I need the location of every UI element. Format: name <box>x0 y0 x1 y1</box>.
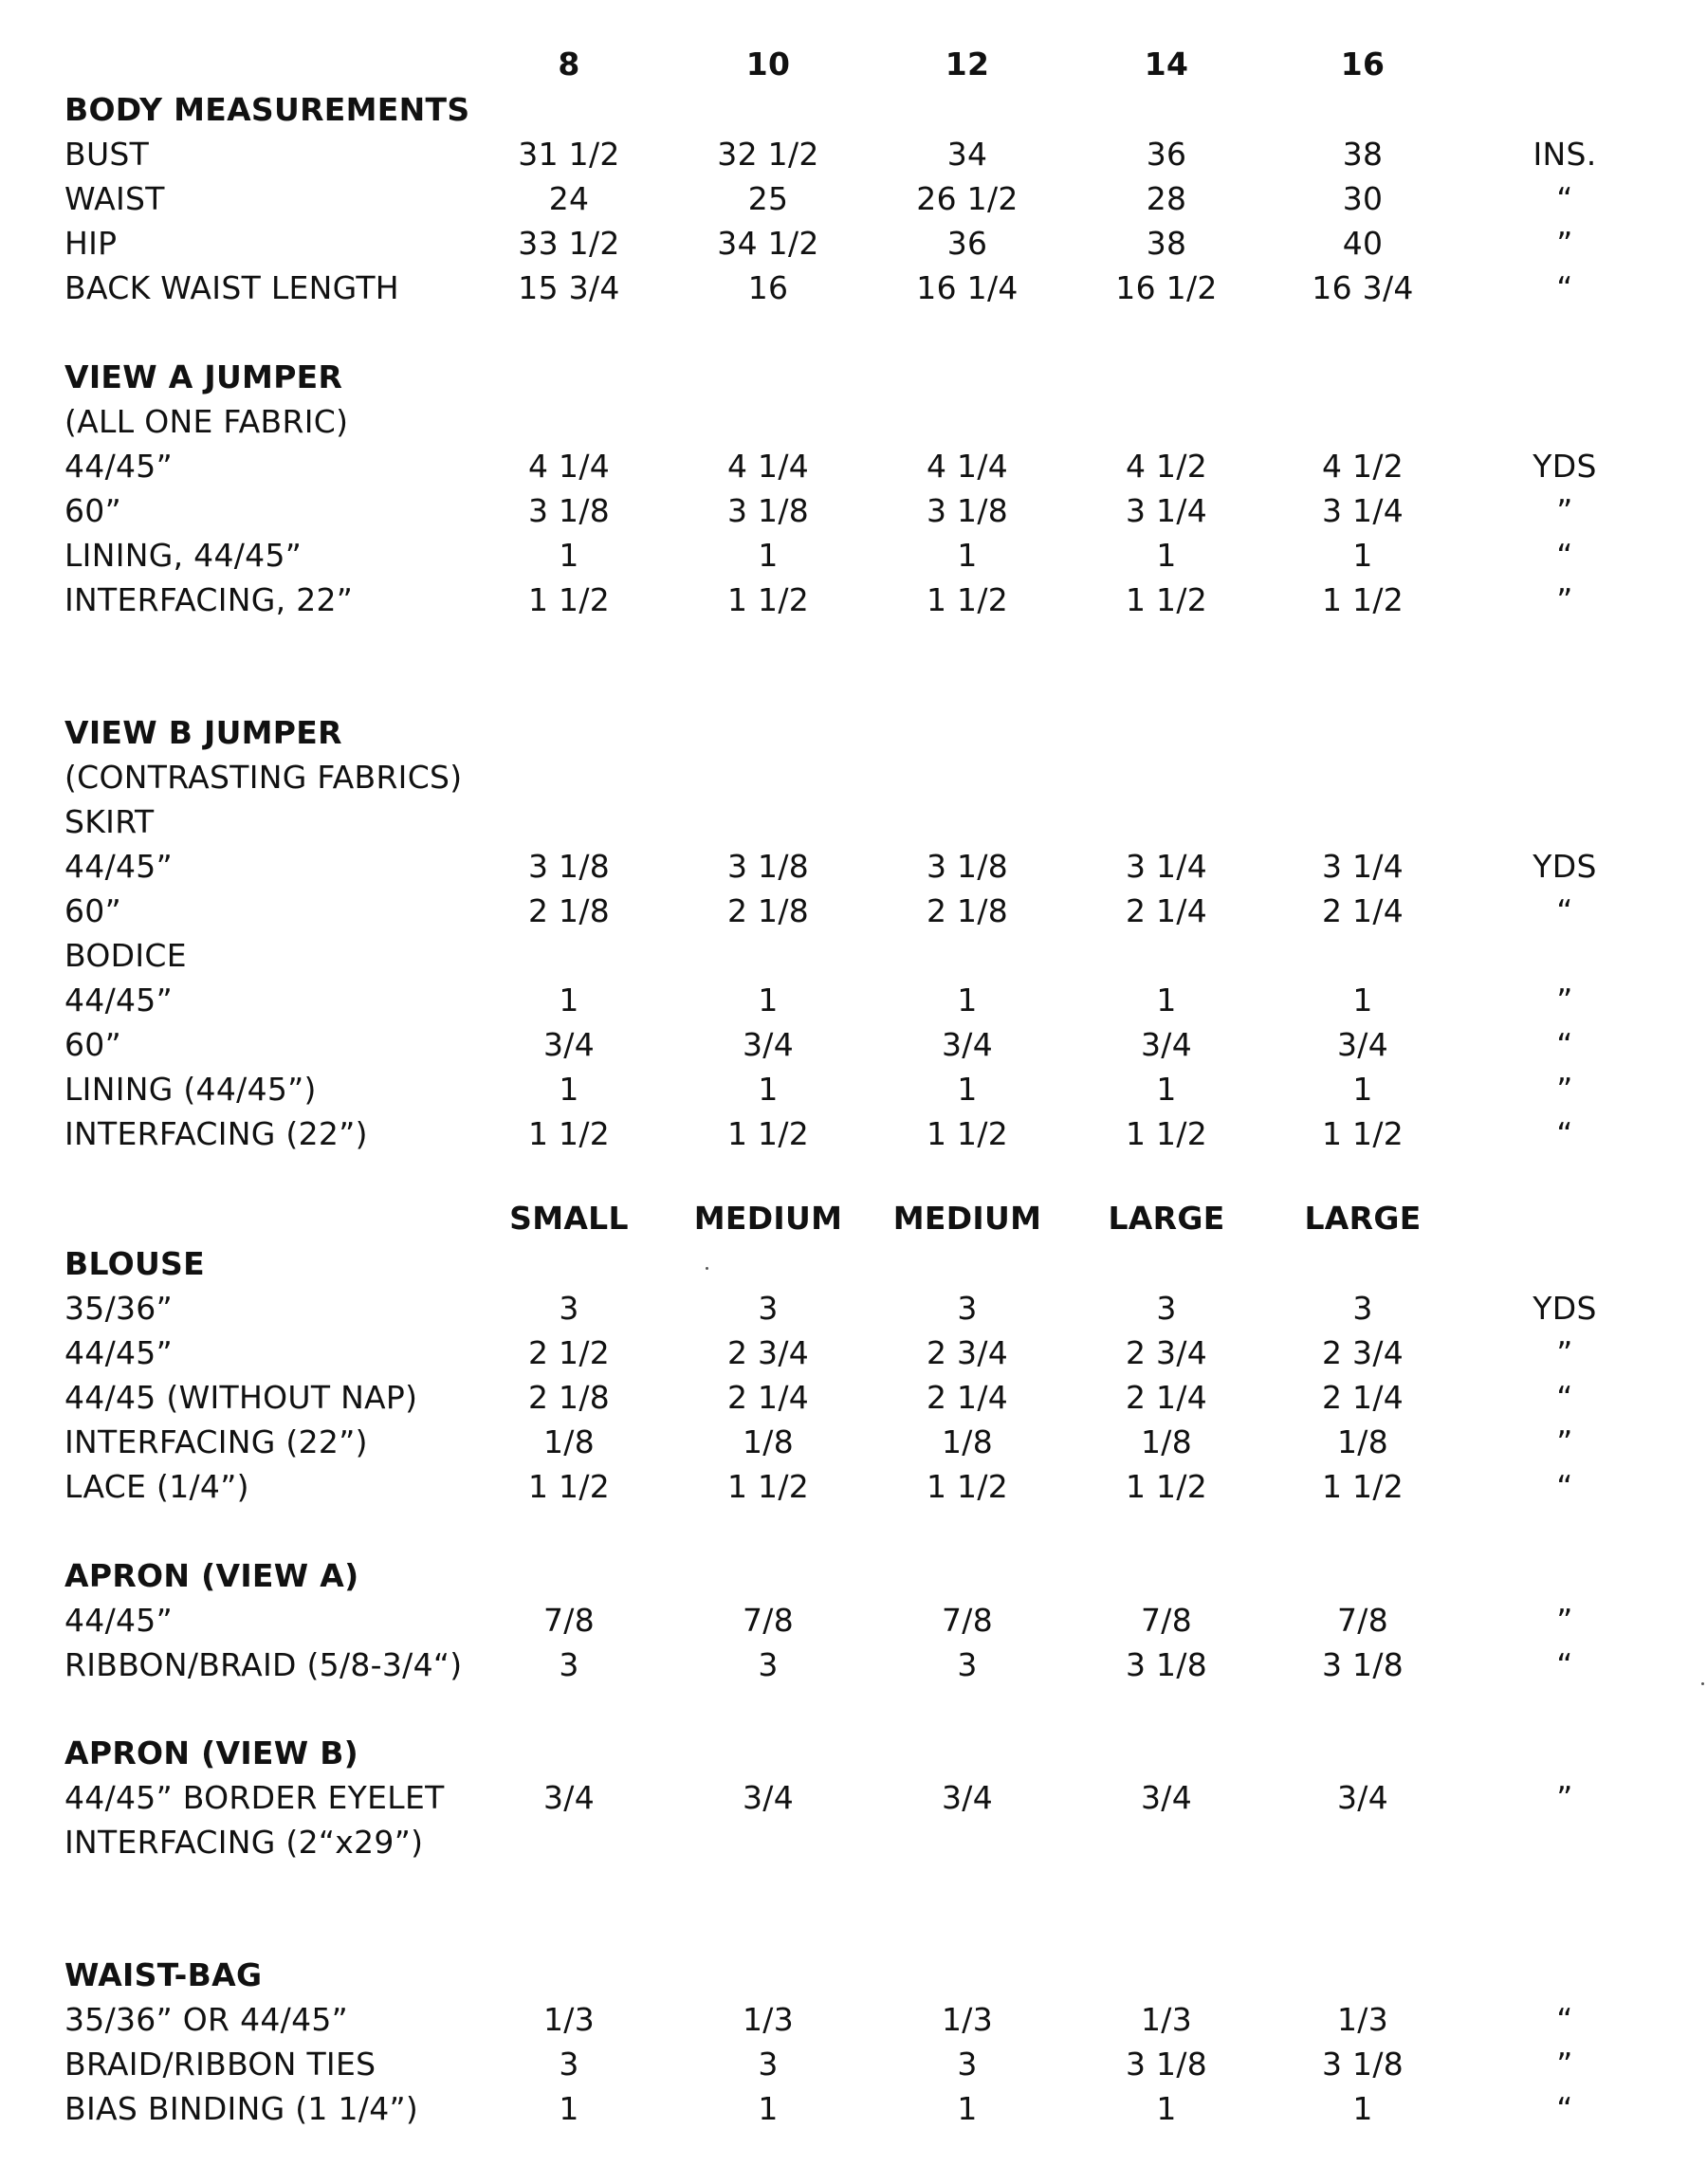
value-cell: 1 <box>1156 982 1177 1019</box>
value-cell: 1 1/2 <box>726 581 810 618</box>
value-cell: 1 <box>1352 1071 1373 1108</box>
value-cell: 2 1/4 <box>1125 892 1208 929</box>
table-row <box>0 1776 1707 1820</box>
value-cell: 2 1/2 <box>527 1334 611 1371</box>
value-cell: 1 1/2 <box>1321 581 1404 618</box>
value-cell: 1 1/2 <box>726 1468 810 1505</box>
value-cell: 1 1/2 <box>527 1468 611 1505</box>
unit-cell: INS. <box>1533 136 1597 173</box>
unit-cell: “ <box>1556 1379 1573 1416</box>
size-name-header: LARGE <box>1304 1200 1422 1237</box>
value-cell: 3 <box>957 2046 978 2083</box>
value-cell: 2 3/4 <box>926 1334 1009 1371</box>
value-cell: 3 <box>559 2046 579 2083</box>
value-cell: 34 <box>946 136 988 173</box>
value-cell: 3 1/8 <box>726 848 810 885</box>
unit-cell: “ <box>1556 1115 1573 1152</box>
value-cell: 1/3 <box>542 2001 595 2038</box>
row-label: 44/45” <box>64 982 173 1019</box>
value-cell: 1 <box>559 2090 579 2127</box>
value-cell: 3 1/8 <box>527 848 611 885</box>
table-row <box>0 222 1707 266</box>
value-cell: 3 <box>1156 1290 1177 1327</box>
value-cell: 3 1/8 <box>726 492 810 529</box>
row-label: BIAS BINDING (1 1/4”) <box>64 2090 419 2127</box>
value-cell: 1 <box>1352 982 1373 1019</box>
value-cell: 15 3/4 <box>518 269 620 306</box>
value-cell: 1 <box>957 1071 978 1108</box>
row-label: 44/45” BORDER EYELET <box>64 1779 445 1816</box>
section-subtitle: (ALL ONE FABRIC) <box>64 403 349 440</box>
value-cell: 16 1/2 <box>1115 269 1218 306</box>
unit-cell: YDS <box>1533 448 1597 485</box>
table-row <box>0 1112 1707 1156</box>
row-label: 35/36” <box>64 1290 173 1327</box>
value-cell: 38 <box>1146 225 1187 262</box>
value-cell: 16 <box>747 269 789 306</box>
value-cell: 3 <box>957 1646 978 1683</box>
section-heading-row <box>0 88 1707 132</box>
scan-speck <box>1701 1682 1704 1685</box>
unit-cell: ” <box>1556 581 1573 618</box>
section-subtitle: (CONTRASTING FABRICS) <box>64 759 463 796</box>
value-cell: 3 <box>957 1290 978 1327</box>
value-cell: 1 <box>957 2090 978 2127</box>
unit-cell: “ <box>1556 180 1573 217</box>
unit-cell: ” <box>1556 1779 1573 1816</box>
size-header-row <box>0 43 1707 86</box>
value-cell: 3 1/8 <box>1125 2046 1208 2083</box>
unit-cell: ” <box>1556 1423 1573 1460</box>
table-row <box>0 2087 1707 2131</box>
value-cell: 4 1/4 <box>926 448 1009 485</box>
subsection-row <box>0 934 1707 978</box>
unit-cell: ” <box>1556 2046 1573 2083</box>
table-row <box>0 1287 1707 1331</box>
row-label: WAIST <box>64 180 165 217</box>
table-row <box>0 1998 1707 2042</box>
scan-speck <box>706 1267 708 1270</box>
table-row <box>0 890 1707 933</box>
value-cell: 2 1/8 <box>926 892 1009 929</box>
row-label: LINING (44/45”) <box>64 1071 317 1108</box>
value-cell: 2 1/4 <box>1321 892 1404 929</box>
table-row <box>0 266 1707 310</box>
value-cell: 32 1/2 <box>717 136 819 173</box>
value-cell: 3/4 <box>1336 1779 1388 1816</box>
value-cell: 2 3/4 <box>1321 1334 1404 1371</box>
table-row <box>0 578 1707 622</box>
value-cell: 1 1/2 <box>1321 1468 1404 1505</box>
value-cell: 3/4 <box>742 1026 794 1063</box>
row-label: 44/45” <box>64 448 173 485</box>
value-cell: 4 1/2 <box>1125 448 1208 485</box>
value-cell: 36 <box>1146 136 1187 173</box>
value-cell: 3/4 <box>1140 1026 1192 1063</box>
value-cell: 1 1/2 <box>1125 581 1208 618</box>
row-label: 35/36” OR 44/45” <box>64 2001 349 2038</box>
size-header: 12 <box>945 46 990 83</box>
subsection-row <box>0 800 1707 844</box>
value-cell: 2 1/8 <box>726 892 810 929</box>
table-row <box>0 1821 1707 1864</box>
row-label: BACK WAIST LENGTH <box>64 269 399 306</box>
value-cell: 1 1/2 <box>926 1115 1009 1152</box>
value-cell: 1 <box>559 537 579 574</box>
value-cell: 3/4 <box>1140 1779 1192 1816</box>
table-row <box>0 177 1707 221</box>
value-cell: 16 1/4 <box>916 269 1019 306</box>
section-title: APRON (VIEW B) <box>64 1734 359 1771</box>
size-header: 10 <box>745 46 791 83</box>
table-row <box>0 979 1707 1022</box>
value-cell: 1 <box>957 982 978 1019</box>
table-row <box>0 1599 1707 1643</box>
value-cell: 40 <box>1342 225 1384 262</box>
row-label: INTERFACING, 22” <box>64 581 354 618</box>
table-row <box>0 1068 1707 1111</box>
value-cell: 31 1/2 <box>518 136 620 173</box>
value-cell: 2 1/4 <box>926 1379 1009 1416</box>
section-title: VIEW B JUMPER <box>64 714 342 751</box>
row-label: 60” <box>64 892 121 929</box>
value-cell: 3 1/4 <box>1321 848 1404 885</box>
value-cell: 1 <box>1352 537 1373 574</box>
section-title: BODY MEASUREMENTS <box>64 91 470 128</box>
value-cell: 7/8 <box>941 1602 993 1639</box>
table-row <box>0 2043 1707 2086</box>
row-label: INTERFACING (22”) <box>64 1115 368 1152</box>
size-header: 8 <box>558 46 580 83</box>
table-row <box>0 1643 1707 1687</box>
value-cell: 1 <box>559 982 579 1019</box>
unit-cell: “ <box>1556 1468 1573 1505</box>
section-subtitle-row <box>0 756 1707 799</box>
row-label: LINING, 44/45” <box>64 537 303 574</box>
value-cell: 33 1/2 <box>518 225 620 262</box>
value-cell: 3/4 <box>941 1026 993 1063</box>
value-cell: 7/8 <box>542 1602 595 1639</box>
table-row <box>0 445 1707 488</box>
value-cell: 1/3 <box>1336 2001 1388 2038</box>
value-cell: 3 <box>758 2046 779 2083</box>
section-heading-row <box>0 1954 1707 1997</box>
value-cell: 1 <box>957 537 978 574</box>
value-cell: 3 <box>559 1646 579 1683</box>
row-label: 60” <box>64 492 121 529</box>
value-cell: 3 1/8 <box>1321 2046 1404 2083</box>
size-name-header: SMALL <box>509 1200 629 1237</box>
row-label: INTERFACING (22”) <box>64 1423 368 1460</box>
value-cell: 1 1/2 <box>926 581 1009 618</box>
row-label: 44/45” <box>64 1602 173 1639</box>
value-cell: 1 <box>758 982 779 1019</box>
value-cell: 1 <box>1156 537 1177 574</box>
value-cell: 34 1/2 <box>717 225 819 262</box>
size-header: 16 <box>1340 46 1386 83</box>
value-cell: 3/4 <box>542 1026 595 1063</box>
value-cell: 3 1/8 <box>527 492 611 529</box>
value-cell: 1/8 <box>742 1423 794 1460</box>
value-cell: 2 1/4 <box>1321 1379 1404 1416</box>
section-heading-row <box>0 1732 1707 1775</box>
table-row <box>0 845 1707 889</box>
table-row <box>0 1331 1707 1375</box>
size-name-header-row <box>0 1197 1707 1240</box>
value-cell: 2 1/8 <box>527 892 611 929</box>
unit-cell: ” <box>1556 1334 1573 1371</box>
row-label: 60” <box>64 1026 121 1063</box>
section-subtitle-row <box>0 400 1707 444</box>
value-cell: 1 1/2 <box>726 1115 810 1152</box>
value-cell: 3 1/4 <box>1125 848 1208 885</box>
unit-cell: YDS <box>1533 1290 1597 1327</box>
value-cell: 1 <box>758 2090 779 2127</box>
value-cell: 7/8 <box>742 1602 794 1639</box>
row-label: BUST <box>64 136 150 173</box>
subsection-label: BODICE <box>64 937 187 974</box>
value-cell: 4 1/4 <box>726 448 810 485</box>
table-row <box>0 534 1707 578</box>
subsection-label: SKIRT <box>64 803 155 840</box>
value-cell: 2 3/4 <box>1125 1334 1208 1371</box>
value-cell: 3/4 <box>542 1779 595 1816</box>
value-cell: 2 1/4 <box>726 1379 810 1416</box>
table-row <box>0 1421 1707 1464</box>
value-cell: 7/8 <box>1336 1602 1388 1639</box>
value-cell: 2 1/4 <box>1125 1379 1208 1416</box>
value-cell: 26 1/2 <box>916 180 1019 217</box>
size-header: 14 <box>1144 46 1189 83</box>
value-cell: 1/3 <box>1140 2001 1192 2038</box>
value-cell: 16 3/4 <box>1312 269 1414 306</box>
row-label: 44/45 (WITHOUT NAP) <box>64 1379 418 1416</box>
unit-cell: “ <box>1556 1646 1573 1683</box>
value-cell: 1 <box>1156 1071 1177 1108</box>
value-cell: 25 <box>747 180 789 217</box>
unit-cell: ” <box>1556 1602 1573 1639</box>
row-label: 44/45” <box>64 848 173 885</box>
unit-cell: ” <box>1556 1071 1573 1108</box>
unit-cell: ” <box>1556 492 1573 529</box>
unit-cell: ” <box>1556 982 1573 1019</box>
row-label: RIBBON/BRAID (5/8-3/4“) <box>64 1646 463 1683</box>
unit-cell: “ <box>1556 2090 1573 2127</box>
table-row <box>0 1376 1707 1420</box>
section-title: WAIST-BAG <box>64 1956 263 1993</box>
row-label: 44/45” <box>64 1334 173 1371</box>
unit-cell: “ <box>1556 1026 1573 1063</box>
unit-cell: YDS <box>1533 848 1597 885</box>
value-cell: 3/4 <box>742 1779 794 1816</box>
table-row <box>0 133 1707 176</box>
value-cell: 36 <box>946 225 988 262</box>
value-cell: 1/3 <box>941 2001 993 2038</box>
value-cell: 1 1/2 <box>527 1115 611 1152</box>
table-row <box>0 489 1707 533</box>
value-cell: 1/8 <box>542 1423 595 1460</box>
value-cell: 1/8 <box>941 1423 993 1460</box>
unit-cell: “ <box>1556 2001 1573 2038</box>
value-cell: 3 1/8 <box>1321 1646 1404 1683</box>
value-cell: 1 <box>1156 2090 1177 2127</box>
size-name-header: LARGE <box>1108 1200 1225 1237</box>
value-cell: 3 1/4 <box>1321 492 1404 529</box>
value-cell: 1 1/2 <box>926 1468 1009 1505</box>
table-row <box>0 1465 1707 1509</box>
unit-cell: “ <box>1556 269 1573 306</box>
value-cell: 3 1/8 <box>926 848 1009 885</box>
value-cell: 1 1/2 <box>1321 1115 1404 1152</box>
unit-cell: “ <box>1556 537 1573 574</box>
value-cell: 3 <box>758 1290 779 1327</box>
value-cell: 1 <box>1352 2090 1373 2127</box>
value-cell: 3 1/4 <box>1125 492 1208 529</box>
value-cell: 1 1/2 <box>1125 1468 1208 1505</box>
value-cell: 1/3 <box>742 2001 794 2038</box>
value-cell: 1 <box>758 1071 779 1108</box>
value-cell: 4 1/4 <box>527 448 611 485</box>
section-heading-row <box>0 1554 1707 1598</box>
value-cell: 30 <box>1342 180 1384 217</box>
section-heading-row <box>0 356 1707 399</box>
value-cell: 38 <box>1342 136 1384 173</box>
section-title: APRON (VIEW A) <box>64 1557 359 1594</box>
unit-cell: ” <box>1556 225 1573 262</box>
value-cell: 3 <box>758 1646 779 1683</box>
value-cell: 3/4 <box>941 1779 993 1816</box>
row-label: HIP <box>64 225 118 262</box>
value-cell: 3 <box>1352 1290 1373 1327</box>
value-cell: 24 <box>548 180 590 217</box>
value-cell: 3 <box>559 1290 579 1327</box>
size-name-header: MEDIUM <box>892 1200 1042 1237</box>
value-cell: 2 1/8 <box>527 1379 611 1416</box>
value-cell: 1/8 <box>1336 1423 1388 1460</box>
value-cell: 3 1/8 <box>1125 1646 1208 1683</box>
section-heading-row <box>0 711 1707 755</box>
value-cell: 3 1/8 <box>926 492 1009 529</box>
value-cell: 28 <box>1146 180 1187 217</box>
row-label: INTERFACING (2“x29”) <box>64 1824 424 1861</box>
value-cell: 1 1/2 <box>527 581 611 618</box>
value-cell: 1 <box>758 537 779 574</box>
size-name-header: MEDIUM <box>693 1200 843 1237</box>
value-cell: 4 1/2 <box>1321 448 1404 485</box>
row-label: BRAID/RIBBON TIES <box>64 2046 376 2083</box>
value-cell: 2 3/4 <box>726 1334 810 1371</box>
value-cell: 1 1/2 <box>1125 1115 1208 1152</box>
row-label: LACE (1/4”) <box>64 1468 249 1505</box>
section-heading-row <box>0 1242 1707 1286</box>
section-title: VIEW A JUMPER <box>64 358 343 395</box>
value-cell: 1 <box>559 1071 579 1108</box>
section-title: BLOUSE <box>64 1245 205 1282</box>
table-row <box>0 1023 1707 1067</box>
value-cell: 3/4 <box>1336 1026 1388 1063</box>
unit-cell: “ <box>1556 892 1573 929</box>
value-cell: 7/8 <box>1140 1602 1192 1639</box>
value-cell: 1/8 <box>1140 1423 1192 1460</box>
